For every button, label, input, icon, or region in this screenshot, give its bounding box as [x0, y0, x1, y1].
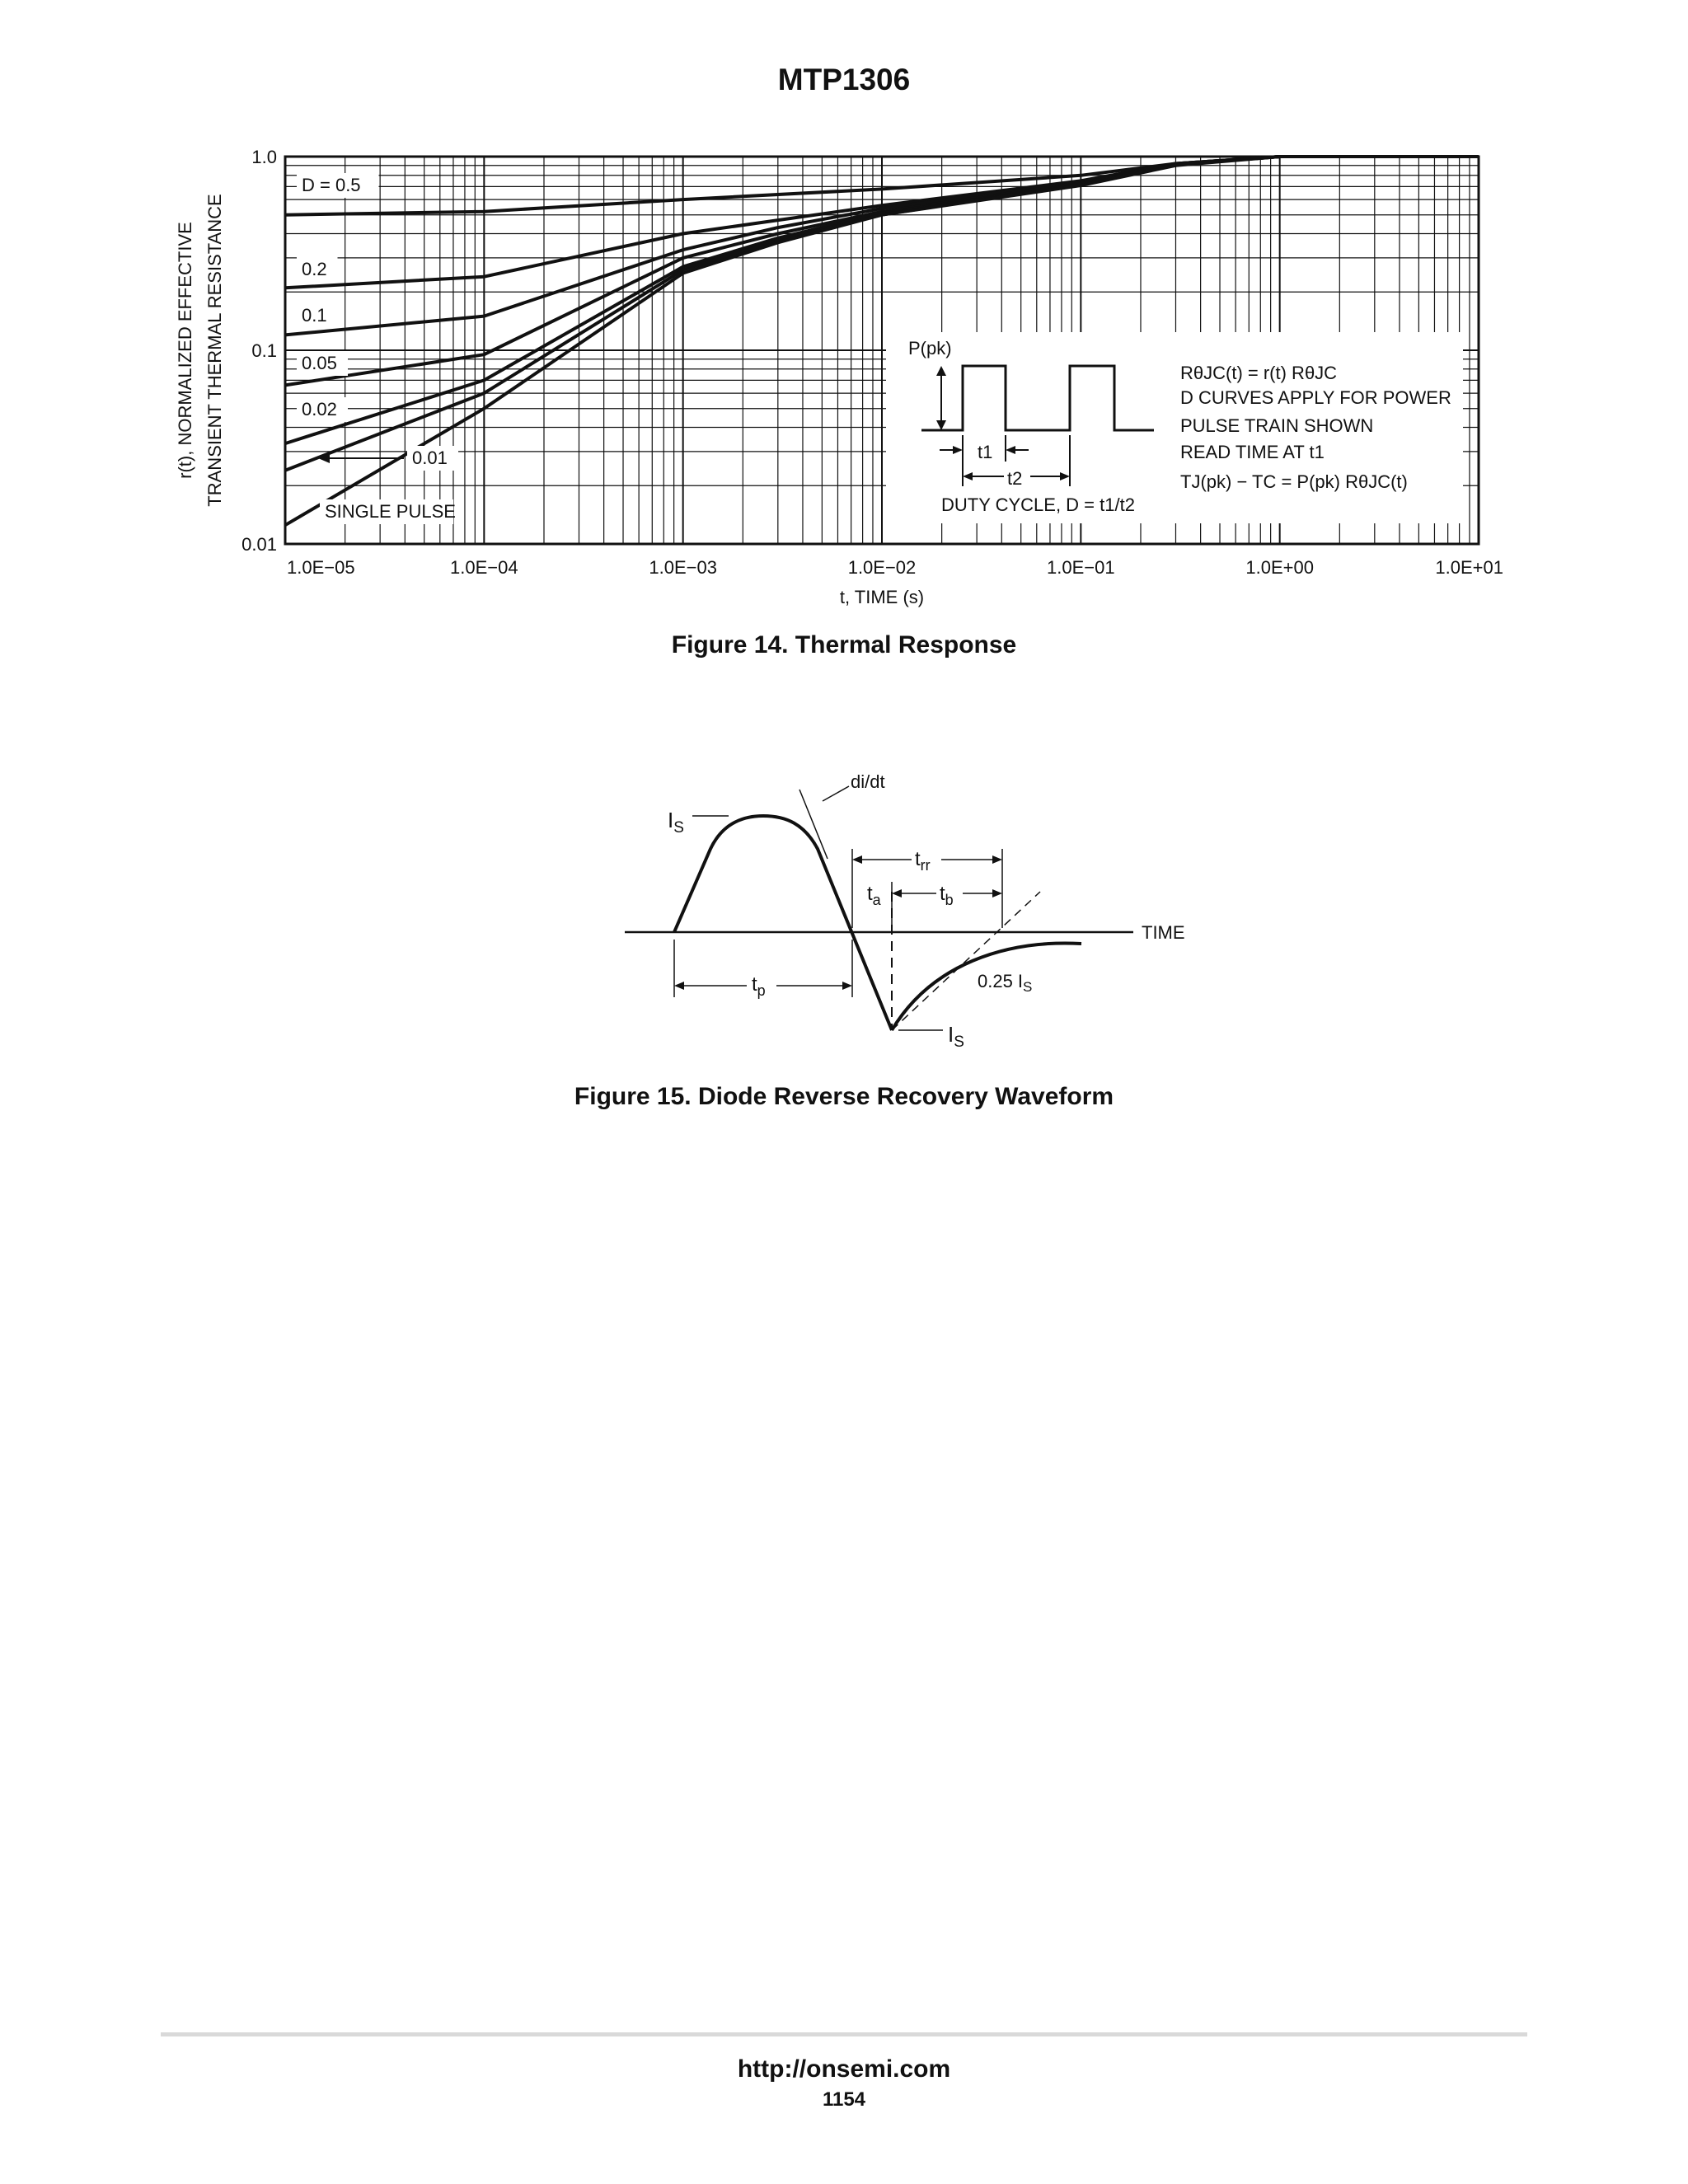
inset-note-5: TJ(pk) − TC = P(pk) RθJC(t) [1180, 471, 1408, 492]
forward-current-waveform [674, 816, 892, 1030]
x-axis-label: t, TIME (s) [839, 587, 925, 607]
duty-cycle-label: DUTY CYCLE, D = t1/t2 [941, 494, 1135, 515]
trr-label: $t_{rr}$ [915, 848, 931, 874]
didt-label: di/dt [851, 771, 885, 792]
tp-arrow-head-left [674, 982, 684, 990]
trr-arrow-head-left [852, 855, 862, 864]
inset-note-2: D CURVES APPLY FOR POWER [1180, 387, 1451, 408]
time-axis-label: TIME [1142, 922, 1185, 943]
y-axis-label-line1: r(t), NORMALIZED EFFECTIVE [175, 222, 195, 479]
quarter-is-label: 0.25 $I_S$ [978, 971, 1033, 995]
inset-note-1: RθJC(t) = r(t) RθJC [1180, 363, 1338, 383]
x-tick-label: 1.0E−01 [1047, 557, 1115, 578]
didt-tangent-line [799, 790, 828, 859]
extrapolation-dashed-line [892, 892, 1040, 1030]
t1-label: t1 [978, 442, 993, 462]
x-tick-label: 1.0E−02 [847, 557, 917, 578]
curve-label: 0.01 [412, 448, 448, 468]
is-bottom-label: $I_S$ [948, 1022, 964, 1051]
figure-14-caption: Figure 14. Thermal Response [671, 631, 1017, 658]
y-tick-label: 0.01 [241, 534, 277, 555]
x-tick-label: 1.0E−03 [649, 557, 717, 578]
y-tick-label: 0.1 [251, 340, 277, 361]
y-tick-label: 1.0 [251, 147, 277, 167]
x-tick-label: 1.0E−05 [287, 557, 355, 578]
y-axis-label-line2: TRANSIENT THERMAL RESISTANCE [204, 194, 225, 507]
tb-label: $t_b$ [940, 883, 954, 908]
t2-label: t2 [1007, 468, 1023, 489]
inset-note-3: PULSE TRAIN SHOWN [1180, 415, 1374, 436]
x-tick-label: 1.0E−04 [450, 557, 518, 578]
ta-label: $t_a$ [867, 883, 881, 908]
footer-divider [161, 2032, 1527, 2036]
x-tick-labels [287, 557, 1503, 578]
x-tick-label: 1.0E+00 [1245, 557, 1314, 578]
thermal-response-chart [0, 124, 1688, 618]
curve-label: 0.02 [302, 399, 337, 419]
page-number: 1154 [822, 2088, 866, 2111]
page-title: MTP1306 [777, 63, 911, 96]
curve-label: 0.1 [302, 305, 327, 326]
curve-label: 0.05 [302, 353, 337, 373]
is-top-label: $I_S$ [668, 808, 684, 837]
tp-arrow-head-right [842, 982, 852, 990]
diode-reverse-recovery-waveform [0, 742, 1688, 1121]
curve-label: SINGLE PULSE [325, 501, 456, 522]
trr-arrow-head-right [992, 855, 1002, 864]
curve-label: D = 0.5 [302, 175, 361, 195]
footer-url[interactable]: http://onsemi.com [737, 2055, 951, 2083]
tp-label: $t_p$ [752, 973, 766, 999]
didt-leader [823, 786, 849, 801]
ppk-label: P(pk) [908, 338, 952, 359]
inset-note-4: READ TIME AT t1 [1180, 442, 1325, 462]
tb-arrow-head-right [992, 889, 1002, 898]
y-tick-labels [241, 147, 277, 555]
curve-label: 0.2 [302, 259, 327, 279]
tb-arrow-head-left [892, 889, 902, 898]
pulse-train-inset [886, 332, 1463, 523]
x-tick-label: 1.0E+01 [1435, 557, 1503, 578]
figure-15-caption: Figure 15. Diode Reverse Recovery Waveform [574, 1083, 1114, 1110]
